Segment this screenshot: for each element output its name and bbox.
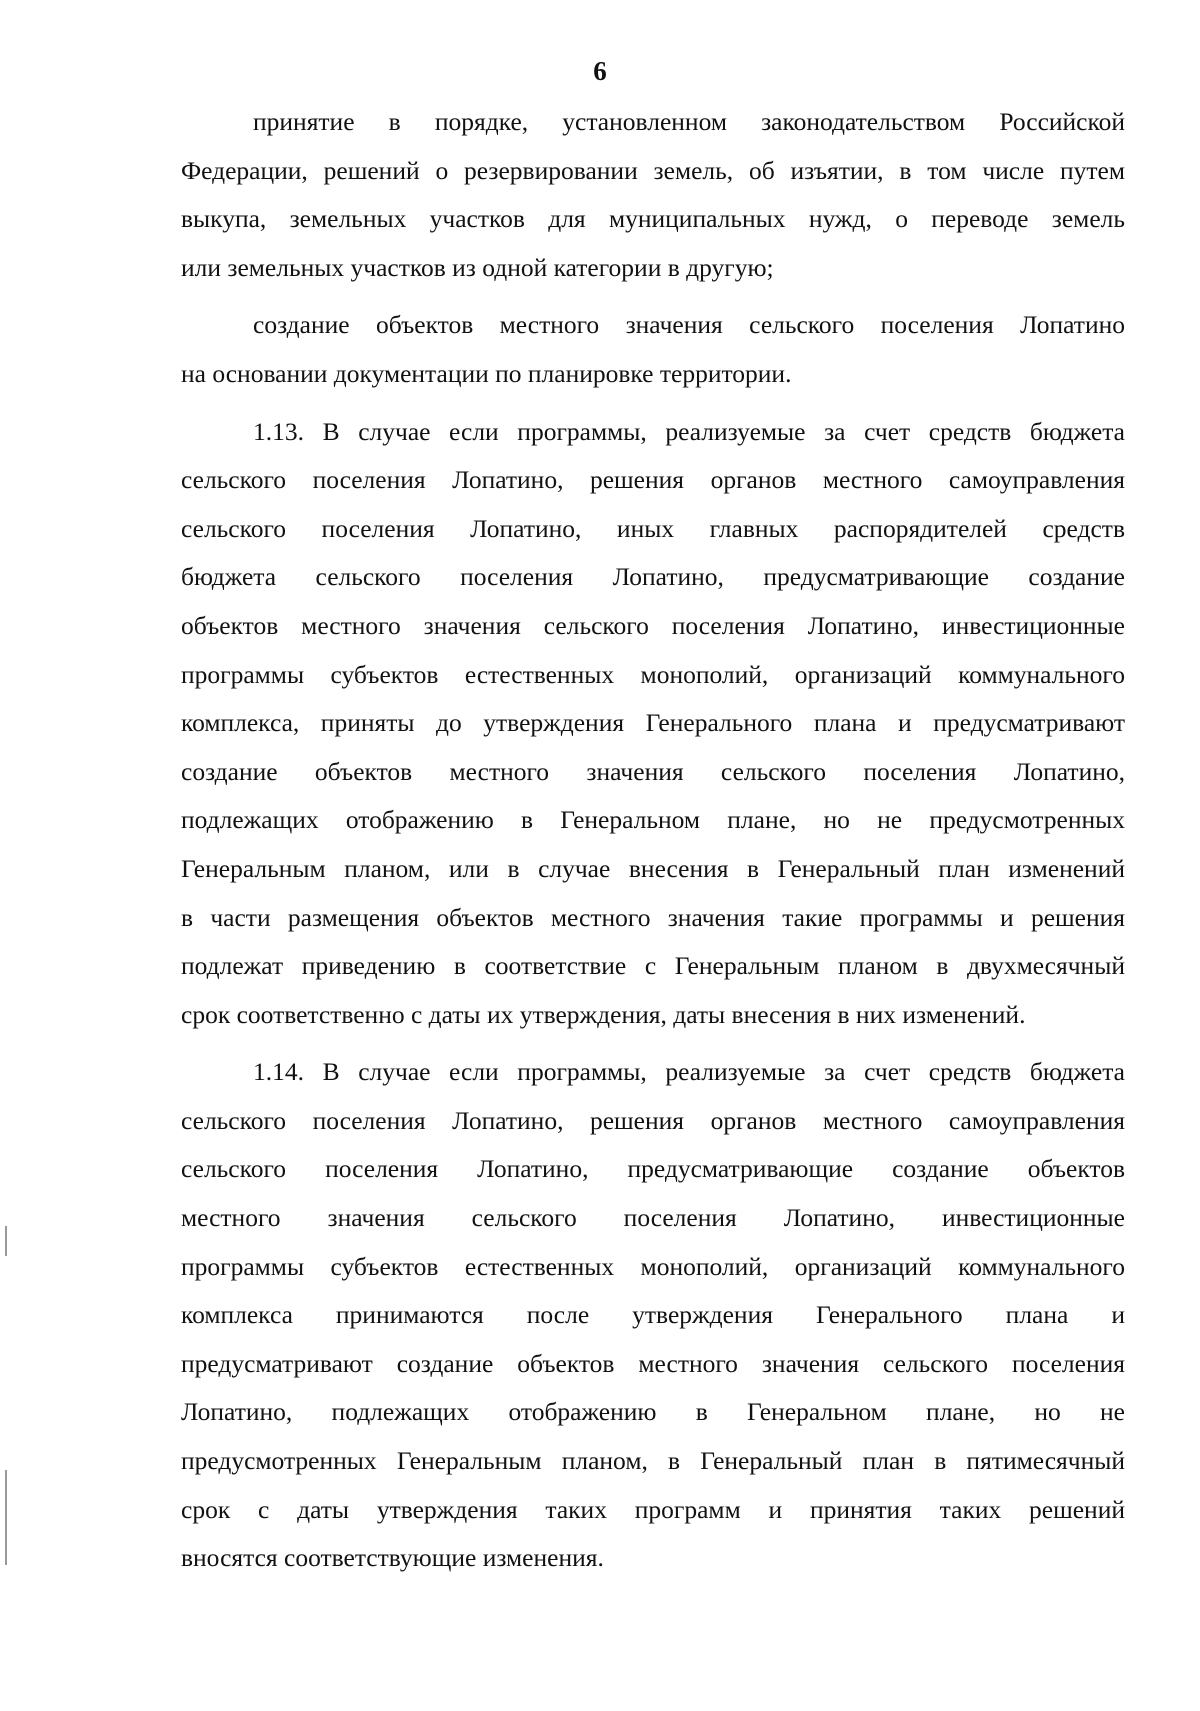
text-line: комплекса, приняты до утверждения Генерального плана и предусматривают — [181, 708, 1125, 738]
text-line: сельского поселения Лопатино, решения органов местного самоуправления — [181, 465, 1125, 495]
text-line: Федерации, решений о резервировании земель, об изъятии, в том числе путем — [181, 155, 1125, 185]
text-line: предусмотренных Генеральным планом, в Генеральный план в пятимесячный — [181, 1446, 1125, 1476]
text-line: программы субъектов естественных монополий, организаций коммунального — [181, 659, 1125, 689]
text-line: 1.13. В случае если программы, реализуемые за счет средств бюджета — [253, 416, 1125, 446]
paragraph-creation — [181, 301, 1125, 398]
document-body — [181, 98, 1125, 1592]
text-line: 1.14. В случае если программы, реализуемые за счет средств бюджета — [253, 1057, 1125, 1087]
text-line: Лопатино, подлежащих отображению в Генеральном плане, но не — [181, 1397, 1125, 1427]
text-line: сельского поселения Лопатино, решения органов местного самоуправления — [181, 1105, 1125, 1135]
text-line: подлежащих отображению в Генеральном плане, но не предусмотренных — [181, 805, 1125, 835]
text-line: выкупа, земельных участков для муниципальных нужд, о переводе земель — [181, 204, 1125, 234]
scan-margin-mark — [5, 1226, 7, 1256]
text-line: бюджета сельского поселения Лопатино, предусматривающие создание — [181, 562, 1125, 592]
text-line: вносятся соответствующие изменения. — [181, 1543, 604, 1573]
text-line: Генеральным планом, или в случае внесения в Генеральный план изменений — [181, 853, 1125, 883]
text-line: программы субъектов естественных монополий, организаций коммунального — [181, 1251, 1125, 1281]
text-line: срок с даты утверждения таких программ и принятия таких решений — [181, 1494, 1125, 1524]
page-number: 6 — [593, 56, 607, 86]
text-line: принятие в порядке, установленном законодательством Российской — [253, 107, 1125, 136]
paragraph-reservation — [181, 98, 1125, 292]
text-line: срок соответственно с даты их утверждения, даты внесения в них изменений. — [181, 999, 1026, 1029]
text-line: местного значения сельского поселения Лопатино, инвестиционные — [181, 1203, 1125, 1233]
scan-margin-mark — [5, 1470, 7, 1565]
text-line: на основании документации по планировке территории. — [181, 358, 792, 388]
text-line: предусматривают создание объектов местного значения сельского поселения — [181, 1348, 1125, 1378]
text-line: создание объектов местного значения сельского поселения Лопатино — [253, 310, 1125, 340]
text-line: сельского поселения Лопатино, предусматривающие создание объектов — [181, 1154, 1125, 1184]
paragraph-1-13 — [181, 408, 1125, 1040]
text-line: подлежат приведению в соответствие с Генеральным планом в двухмесячный — [181, 951, 1125, 981]
text-line: объектов местного значения сельского поселения Лопатино, инвестиционные — [181, 610, 1125, 640]
paragraph-1-14 — [181, 1048, 1125, 1583]
text-line: комплекса принимаются после утверждения Генерального плана и — [181, 1300, 1125, 1330]
text-line: в части размещения объектов местного значения такие программы и решения — [181, 902, 1125, 932]
text-line: или земельных участков из одной категории в другую; — [181, 252, 774, 282]
text-line: создание объектов местного значения сельского поселения Лопатино, — [181, 756, 1125, 786]
text-line: сельского поселения Лопатино, иных главных распорядителей средств — [181, 513, 1125, 543]
